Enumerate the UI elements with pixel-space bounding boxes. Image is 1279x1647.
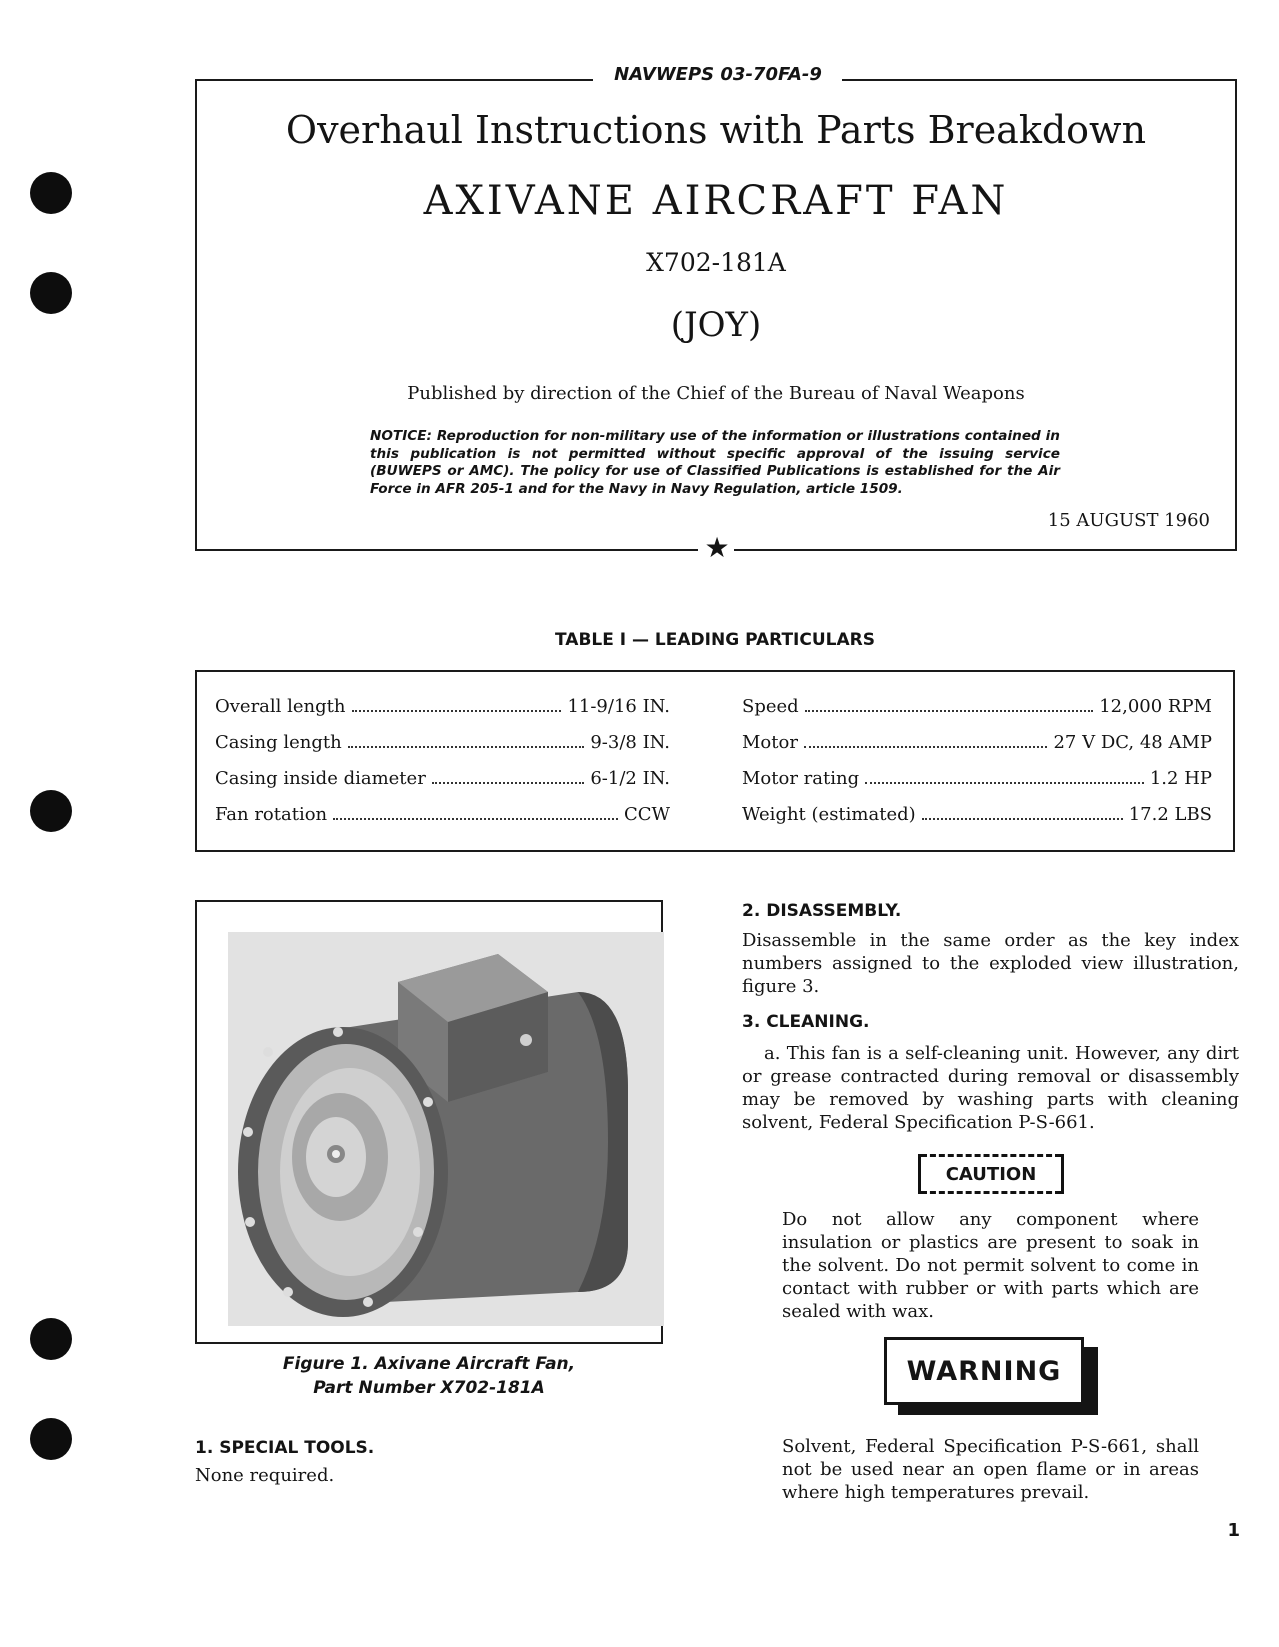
section-heading-disassembly: 2. DISASSEMBLY. <box>742 901 902 921</box>
disassembly-text: Disassemble in the same order as the key index numbers assigned to the exploded view illustration, figure 3. <box>742 930 1239 997</box>
table-row <box>742 804 1212 830</box>
dot-leader <box>333 806 618 820</box>
table-cell-value: 6-1/2 IN. <box>590 768 670 789</box>
table-cell-label: Overall length <box>215 696 346 717</box>
table-cell-label: Casing length <box>215 732 342 753</box>
dot-leader <box>922 806 1123 820</box>
frame-border <box>1235 79 1237 551</box>
table-cell-value: CCW <box>623 804 670 825</box>
document-number: NAVWEPS 03-70FA-9 <box>614 64 822 85</box>
warning-label-text: WARNING <box>906 1355 1062 1387</box>
warning-label <box>884 1337 1098 1415</box>
table-cell-label: Casing inside diameter <box>215 768 426 789</box>
table-row <box>742 696 1212 722</box>
table-row <box>215 732 670 758</box>
frame-border <box>195 549 698 551</box>
dot-leader <box>348 734 585 748</box>
page-subtitle: AXIVANE AIRCRAFT FAN <box>423 178 1009 224</box>
binder-hole <box>30 790 72 832</box>
table-cell-value: 12,000 RPM <box>1099 696 1212 717</box>
table-cell-value: 1.2 HP <box>1149 768 1212 789</box>
fan-illustration <box>228 932 664 1326</box>
section-heading-special-tools: 1. SPECIAL TOOLS. <box>195 1438 375 1458</box>
table-cell-value: 17.2 LBS <box>1128 804 1212 825</box>
figure-caption-line1: Figure 1. Axivane Aircraft Fan, <box>282 1354 576 1374</box>
publication-date: 15 AUGUST 1960 <box>1047 510 1210 531</box>
page-title: Overhaul Instructions with Parts Breakdown <box>285 108 1147 152</box>
publisher-line: Published by direction of the Chief of the Bureau of Naval Weapons <box>407 383 1025 404</box>
table-cell-value: 9-3/8 IN. <box>590 732 670 753</box>
binder-hole <box>30 1418 72 1460</box>
table-title: TABLE I — LEADING PARTICULARS <box>555 630 875 650</box>
dot-leader <box>865 770 1144 784</box>
binder-hole <box>30 172 72 214</box>
caution-label <box>918 1154 1064 1194</box>
part-number: X702-181A <box>646 248 786 277</box>
manufacturer: (JOY) <box>670 305 762 345</box>
table-row <box>215 804 670 830</box>
dot-leader <box>805 698 1094 712</box>
table-cell-label: Motor <box>742 732 798 753</box>
dot-leader <box>432 770 585 784</box>
dot-leader <box>352 698 562 712</box>
figure-caption <box>195 1352 663 1400</box>
warning-box <box>884 1337 1084 1405</box>
frame-border <box>195 79 593 81</box>
special-tools-text: None required. <box>195 1465 335 1486</box>
table-cell-label: Motor rating <box>742 768 860 789</box>
cleaning-text: a. This fan is a self-cleaning unit. However, any dirt or grease contracted during removal or disassembly may be removed by washing parts with cleaning solvent, Federal Specification P-S-661. <box>742 1043 1239 1133</box>
star-icon: ★ <box>704 531 730 564</box>
caution-label-text: CAUTION <box>945 1163 1037 1185</box>
fan-photo <box>228 932 664 1326</box>
table-row <box>215 696 670 722</box>
table-row <box>215 768 670 794</box>
notice-text: NOTICE: Reproduction for non-military use of the information or illustrations contained in this publication is not permitted without specific approval of the issuing service (BUWEPS or AMC). The policy for use of Classified Publications is established for the Air Force in AFR 205-1 and for the Navy in Navy Regulation, article 1509. <box>370 428 1060 497</box>
table-cell-value: 27 V DC, 48 AMP <box>1053 732 1212 753</box>
figure-caption-line2: Part Number X702-181A <box>313 1378 545 1398</box>
frame-border <box>734 549 1237 551</box>
binder-hole <box>30 1318 72 1360</box>
binder-hole <box>30 272 72 314</box>
table-cell-label: Weight (estimated) <box>742 804 916 825</box>
dot-leader <box>804 734 1048 748</box>
caution-text: Do not allow any component where insulation or plastics are present to soak in the solvent. Do not permit solvent to come in contact with rubber or with parts which are sealed with wax. <box>782 1209 1199 1322</box>
table-cell-value: 11-9/16 IN. <box>567 696 670 717</box>
table-row <box>742 732 1212 758</box>
warning-text: Solvent, Federal Specification P-S-661, shall not be used near an open flame or in areas where high temperatures prevail. <box>782 1436 1199 1503</box>
frame-border <box>842 79 1237 81</box>
section-heading-cleaning: 3. CLEANING. <box>742 1012 870 1032</box>
table-cell-label: Speed <box>742 696 799 717</box>
page-number: 1 <box>1227 1520 1240 1541</box>
table-cell-label: Fan rotation <box>215 804 328 825</box>
table-row <box>742 768 1212 794</box>
particulars-table <box>195 670 1235 852</box>
